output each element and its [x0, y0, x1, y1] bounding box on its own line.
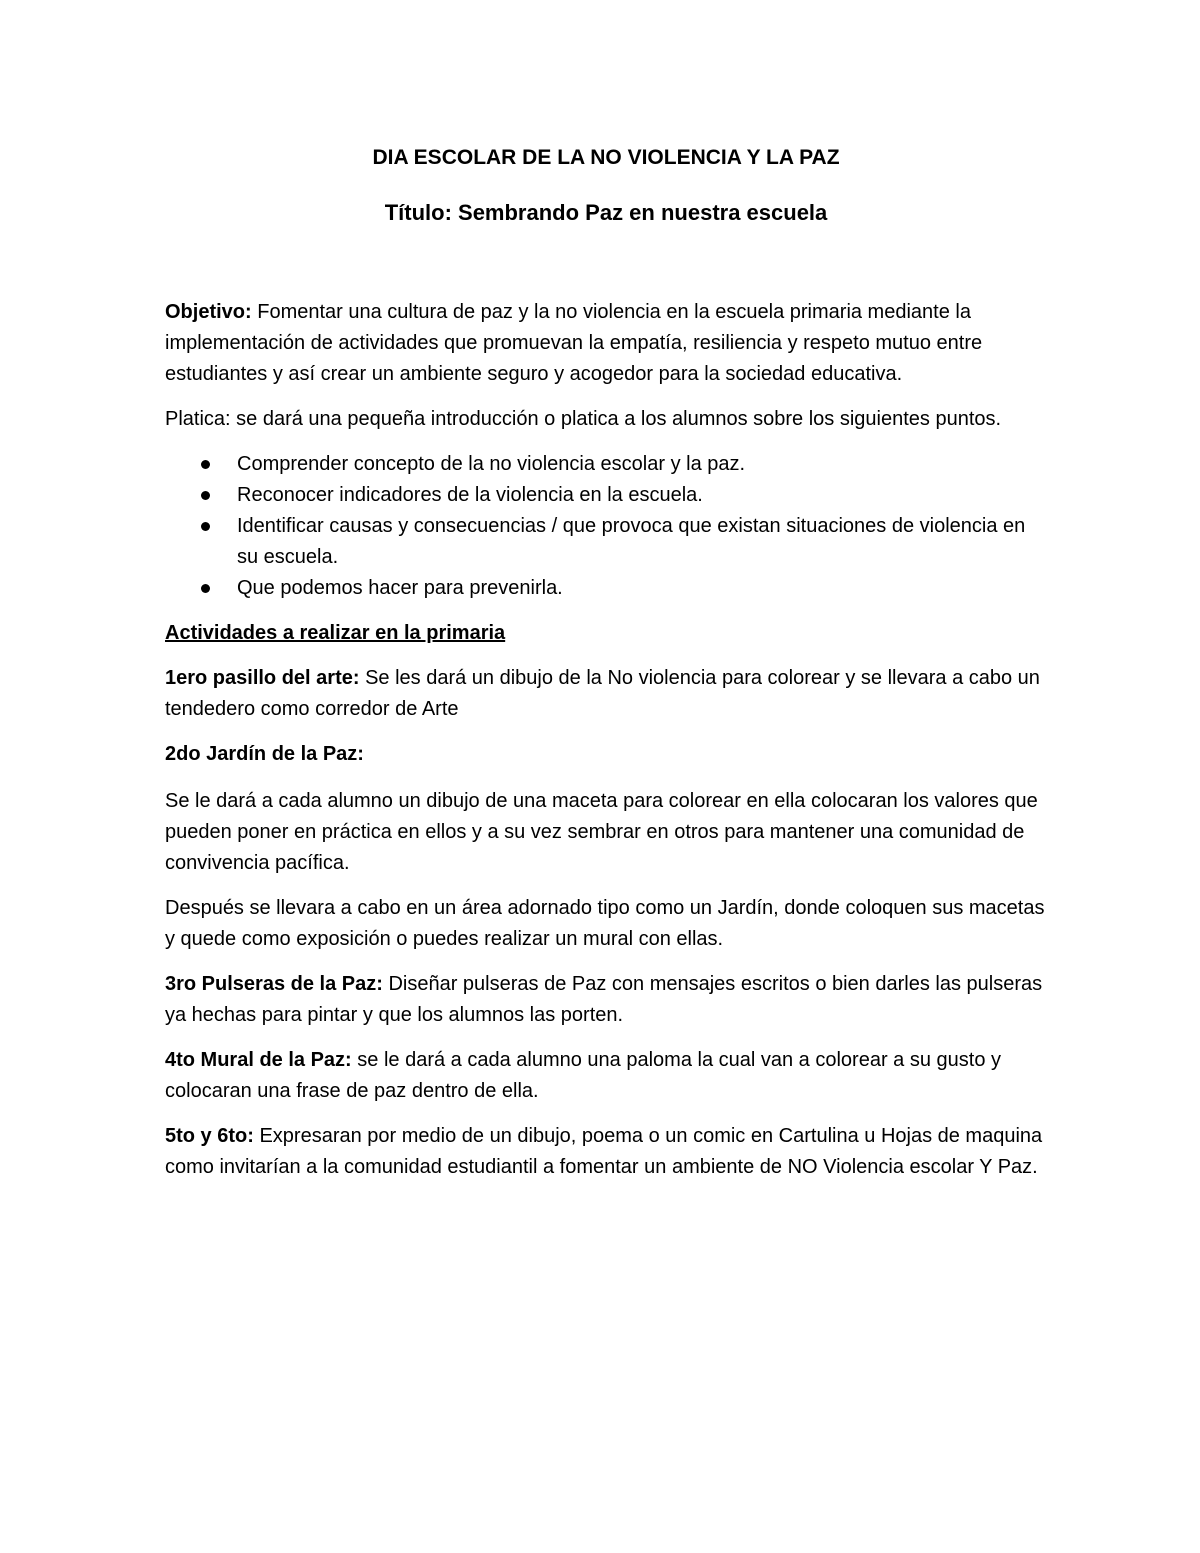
activity-3-text: Diseñar pulseras de Paz con mensajes escritos o bien darles las pulseras ya hechas para pintar y que los alumnos las porten. — [165, 973, 1043, 1026]
document-subtitle: Título: Sembrando Paz en nuestra escuela — [384, 200, 828, 225]
document-body — [165, 142, 1045, 1183]
activity-4-paragraph — [165, 1045, 1045, 1107]
activities-heading — [165, 618, 1045, 649]
bullet-icon — [201, 584, 210, 593]
platica-paragraph: Platica: se dará una pequeña introducción o platica a los alumnos sobre los siguientes puntos. — [165, 408, 1002, 430]
activity-2-label: 2do Jardín de la Paz: — [165, 743, 364, 765]
bullet-icon — [201, 460, 210, 469]
list-item-text: Comprender concepto de la no violencia escolar y la paz. — [237, 453, 746, 475]
list-item — [165, 573, 1045, 604]
list-item — [165, 480, 1045, 511]
activity-3-paragraph — [165, 969, 1045, 1031]
activity-3-label: 3ro Pulseras de la Paz: — [165, 973, 383, 995]
activity-5-text: Expresaran por medio de un dibujo, poema o un comic en Cartulina u Hojas de maquina como invitarían a la comunidad estudiantil a fomentar un ambiente de NO Violencia escolar Y Paz. — [165, 1125, 1043, 1178]
activity-1-text: Se les dará un dibujo de la No violencia para colorear y se llevara a cabo un tendedero como corredor de Arte — [165, 667, 1040, 720]
bullet-icon — [201, 522, 210, 531]
document-title: DIA ESCOLAR DE LA NO VIOLENCIA Y LA PAZ — [372, 146, 840, 169]
activity-2-paragraph-1: Se le dará a cada alumno un dibujo de una maceta para colorear en ella colocaran los valores que pueden poner en práctica en ellos y a su vez sembrar en otros para mantener una comunidad de convivencia pacífica. — [165, 790, 1038, 874]
list-item — [165, 511, 1045, 573]
activity-5-label: 5to y 6to: — [165, 1125, 254, 1147]
list-item-text: Reconocer indicadores de la violencia en la escuela. — [237, 484, 703, 506]
objective-label: Objetivo: — [165, 301, 252, 323]
activity-4-label: 4to Mural de la Paz: — [165, 1049, 352, 1071]
list-item — [165, 449, 1045, 480]
activity-1-paragraph — [165, 663, 1045, 725]
bullet-list — [165, 449, 1045, 604]
list-item-text: Identificar causas y consecuencias / que provoca que existan situaciones de violencia en su escuela. — [237, 515, 1026, 568]
activity-2-heading — [165, 739, 1045, 770]
list-item-text: Que podemos hacer para prevenirla. — [237, 577, 563, 599]
bullet-icon — [201, 491, 210, 500]
activities-heading-text: Actividades a realizar en la primaria — [165, 622, 506, 644]
activity-2-paragraph-2: Después se llevara a cabo en un área adornado tipo como un Jardín, donde coloquen sus macetas y quede como exposición o puedes realizar un mural con ellas. — [165, 897, 1045, 950]
activity-1-label: 1ero pasillo del arte: — [165, 667, 360, 689]
objective-paragraph — [165, 297, 1045, 390]
activity-4-text: se le dará a cada alumno una paloma la cual van a colorear a su gusto y colocaran una frase de paz dentro de ella. — [165, 1049, 1002, 1102]
activity-5-paragraph — [165, 1121, 1045, 1183]
objective-text: Fomentar una cultura de paz y la no violencia en la escuela primaria mediante la implementación de actividades que promuevan la empatía, resiliencia y respeto mutuo entre estudiantes y así crear un ambiente seguro y acogedor para la sociedad educativa. — [165, 301, 983, 385]
